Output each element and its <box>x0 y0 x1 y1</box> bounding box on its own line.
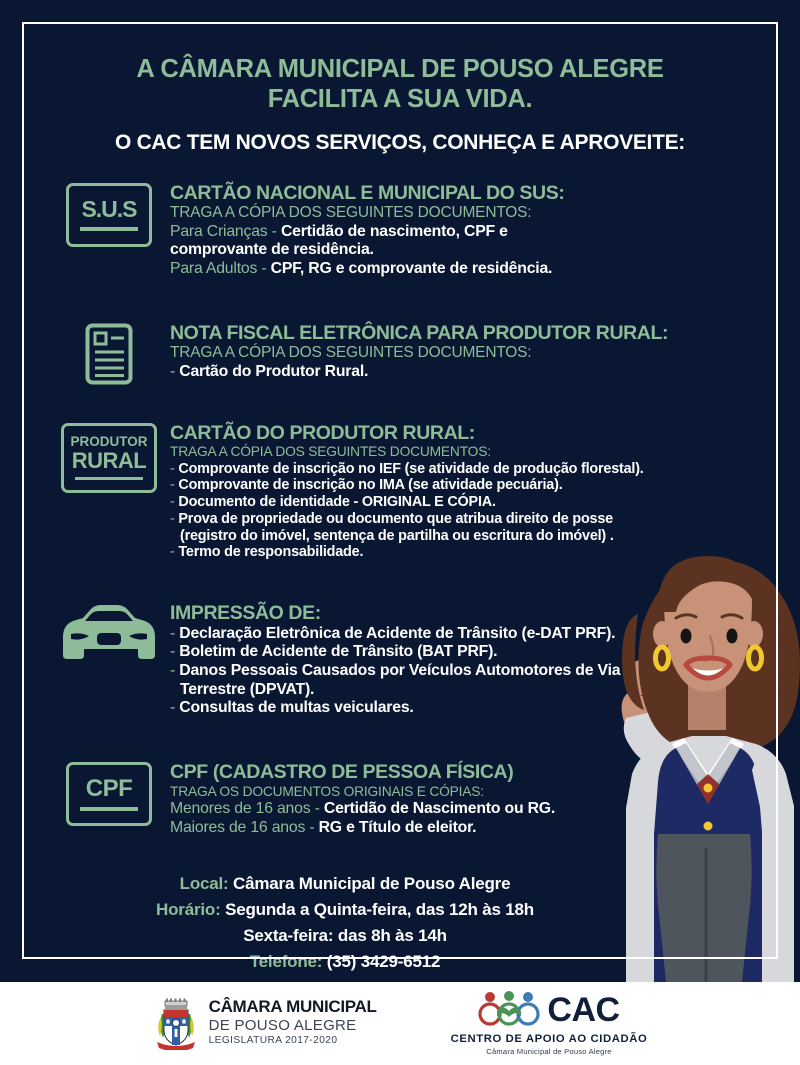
page-title-line1: A CÂMARA MUNICIPAL DE POUSO ALEGRE <box>136 55 664 83</box>
service-line <box>170 528 780 545</box>
service-body <box>170 423 800 561</box>
info-local-label: Local: <box>179 874 234 894</box>
camara-logo-line3: LEGISLATURA 2017-2020 <box>208 1035 338 1047</box>
page-subtitle: O CAC TEM NOVOS SERVIÇOS, CONHEÇA E APROVEITE: <box>115 130 685 154</box>
service-line <box>170 241 780 260</box>
service-line-text: Comprovante de inscrição no IEF (se atividade de produção florestal). <box>178 460 644 477</box>
service-line-lead: Para Crianças - <box>170 222 281 240</box>
service-line <box>170 681 780 700</box>
service-line-text: Documento de identidade - ORIGINAL E CÓPIA. <box>178 494 496 511</box>
service-item-cpf <box>0 762 800 837</box>
service-body <box>170 183 800 279</box>
sus-icon-label: S.U.S <box>81 196 137 223</box>
footer-bar <box>0 982 800 1065</box>
cac-tagline: CENTRO DE APOIO AO CIDADÃO <box>450 1033 648 1045</box>
cpf-card-icon <box>66 762 152 826</box>
service-body <box>170 762 800 837</box>
service-icon-slot <box>48 423 170 493</box>
service-line <box>170 494 780 511</box>
produtor-icon-label-2: RURAL <box>71 447 147 473</box>
service-title: IMPRESSÃO DE: <box>170 601 321 624</box>
service-line <box>170 819 780 838</box>
service-icon-slot <box>48 603 170 661</box>
service-line-lead: - <box>170 494 179 511</box>
service-icon-slot <box>48 762 170 826</box>
service-line <box>170 699 780 718</box>
service-line-lead: - <box>170 643 180 661</box>
info-horario <box>10 897 680 923</box>
services-list <box>0 183 800 838</box>
service-line-lead: Maiores de 16 anos - <box>170 818 319 836</box>
service-subtitle: TRAGA A CÓPIA DOS SEGUINTES DOCUMENTOS: <box>170 444 491 460</box>
service-item-nota-fiscal <box>0 323 800 385</box>
cac-logo-block <box>451 991 648 1056</box>
info-telefone-value: (35) 3429-6512 <box>326 951 441 971</box>
service-line-text: Certidão de nascimento, CPF e <box>280 222 508 240</box>
service-line-lead: - <box>170 624 180 642</box>
produtor-rural-card-icon <box>61 423 157 493</box>
service-line-text: (registro do imóvel, sentença de partilha ou escritura do imóvel) . <box>180 527 614 544</box>
service-subtitle: TRAGA A CÓPIA DOS SEGUINTES DOCUMENTOS: <box>170 344 532 362</box>
info-local <box>10 871 680 897</box>
page-title-line2: FACILITA A SUA VIDA. <box>267 84 533 113</box>
service-line-text: Terrestre (DPVAT). <box>180 680 315 698</box>
service-line-text: Certidão de Nascimento ou RG. <box>323 800 556 817</box>
service-item-impressao <box>0 603 800 718</box>
sus-icon-underline <box>80 227 138 231</box>
sus-card-icon <box>66 183 152 247</box>
camara-logo-line1: CÂMARA MUNICIPAL <box>208 997 377 1017</box>
service-line <box>170 223 780 242</box>
service-line <box>170 477 780 494</box>
camara-logo-block <box>153 998 377 1050</box>
service-line-text: Danos Pessoais Causados por Veículos Automotores de Via <box>179 662 621 680</box>
service-line <box>170 511 780 528</box>
cac-subtagline: Câmara Municipal de Pouso Alegre <box>486 1047 612 1056</box>
service-line-lead: - <box>170 699 180 717</box>
service-line-text: Declaração Eletrônica de Acidente de Trânsito (e-DAT PRF). <box>179 624 616 642</box>
service-icon-slot <box>48 323 170 385</box>
info-telefone-label: Telefone: <box>249 951 327 971</box>
service-line <box>170 625 780 644</box>
camara-logo-line2: DE POUSO ALEGRE <box>208 1016 357 1034</box>
service-line <box>170 643 780 662</box>
car-icon <box>59 603 159 661</box>
service-line-lead: - <box>170 460 179 477</box>
produtor-icon-underline <box>75 477 143 481</box>
service-line <box>170 260 780 279</box>
service-line-text: Cartão do Produtor Rural. <box>179 362 369 380</box>
service-line-text: Consultas de multas veiculares. <box>179 699 414 717</box>
cpf-icon-underline <box>80 807 138 811</box>
service-line-text: Comprovante de inscrição no IMA (se atividade pecuária). <box>178 477 563 494</box>
coat-of-arms-icon <box>153 998 199 1050</box>
info-local-value: Câmara Municipal de Pouso Alegre <box>233 874 511 894</box>
service-title: CPF (CADASTRO DE PESSOA FÍSICA) <box>170 760 514 783</box>
service-line-lead: - <box>170 662 180 680</box>
service-item-sus <box>0 183 800 279</box>
service-body <box>170 323 800 382</box>
service-subtitle: TRAGA A CÓPIA DOS SEGUINTES DOCUMENTOS: <box>170 204 532 222</box>
service-line <box>170 363 780 382</box>
info-horario-label: Horário: <box>156 900 226 920</box>
service-item-produtor-rural <box>0 423 800 561</box>
camara-logo-text <box>209 998 377 1048</box>
service-line-lead: Menores de 16 anos - <box>170 800 324 817</box>
service-line-text: RG e Título de eleitor. <box>318 818 477 836</box>
service-subtitle: TRAGA OS DOCUMENTOS ORIGINAIS E CÓPIAS: <box>170 783 484 799</box>
service-line-text: Termo de responsabilidade. <box>178 544 364 561</box>
service-body <box>170 603 800 718</box>
service-title: CARTÃO DO PRODUTOR RURAL: <box>170 421 475 444</box>
service-line-lead: Para Adultos - <box>170 260 271 278</box>
cpf-icon-label: CPF <box>85 774 133 802</box>
cac-logo-top <box>478 991 619 1028</box>
service-line-text: CPF, RG e comprovante de residência. <box>270 260 553 278</box>
info-telefone <box>10 949 680 975</box>
service-title: NOTA FISCAL ELETRÔNICA PARA PRODUTOR RURAL: <box>170 321 669 344</box>
info-horario-value: Segunda a Quinta-feira, das 12h às 18h <box>225 900 534 920</box>
service-line <box>170 544 780 561</box>
service-line-lead: - <box>170 510 179 527</box>
service-line-lead: - <box>170 362 180 380</box>
service-icon-slot <box>48 183 170 247</box>
contact-info <box>0 871 800 974</box>
service-line <box>170 461 780 478</box>
service-line-text: comprovante de residência. <box>170 241 374 259</box>
service-line-text: Boletim de Acidente de Trânsito (BAT PRF). <box>179 643 498 661</box>
document-icon <box>85 323 133 385</box>
info-sexta: Sexta-feira: das 8h às 14h <box>243 925 447 945</box>
cac-wordmark: CAC <box>547 990 620 1029</box>
service-title: CARTÃO NACIONAL E MUNICIPAL DO SUS: <box>170 181 565 204</box>
produtor-icon-label-1: PRODUTOR <box>70 434 148 450</box>
cac-people-icon <box>478 991 540 1028</box>
page-title <box>0 55 800 115</box>
service-line-lead: - <box>170 477 179 494</box>
service-line-text: Prova de propriedade ou documento que atribua direito de posse <box>178 510 613 527</box>
service-line-lead: - <box>170 544 179 561</box>
service-line <box>170 800 780 819</box>
service-line <box>170 662 780 681</box>
